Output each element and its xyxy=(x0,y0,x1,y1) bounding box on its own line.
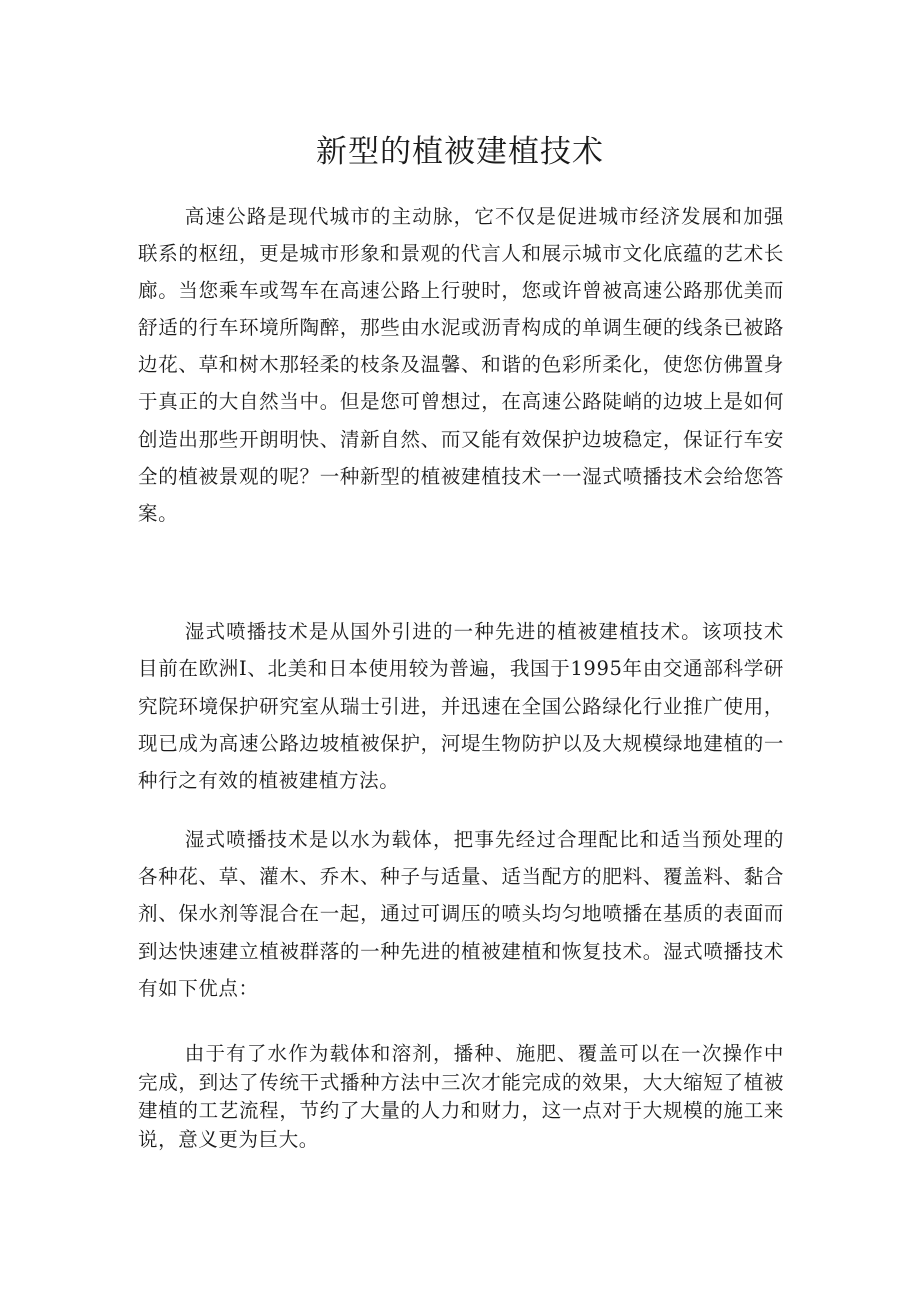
document-title: 新型的植被建植技术 xyxy=(316,134,604,170)
paragraph-intro: 高速公路是现代城市的主动脉，它不仅是促进城市经济发展和加强联系的枢纽，更是城市形象和景观的代言人和展示城市文化底蕴的艺术长廊。当您乘车或驾车在高速公路上行驶时，您或许曾被高速公路那优美而舒适的行车环境所陶醉，那些由水泥或沥青构成的单调生硬的线条已被路边花、草和树木那轻柔的枝条及温馨、和谐的色彩所柔化，使您仿佛置身于真正的大自然当中。但是您可曾想过，在高速公路陡峭的边坡上是如何创造出那些开朗明快、清新自然、而又能有效保护边坡稳定，保证行车安全的植被景观的呢？一种新型的植被建植技术一一湿式喷播技术会给您答案。 xyxy=(138,205,784,525)
paragraph-advantage-one: 由于有了水作为载体和溶剂，播种、施肥、覆盖可以在一次操作中完成，到达了传统干式播种方法中三次才能完成的效果，大大缩短了植被建植的工艺流程，节约了大量的人力和财力，这一点对于大规模的施工来说，意义更为巨大。 xyxy=(138,1042,784,1151)
paragraph-technology-origin: 湿式喷播技术是从国外引进的一种先进的植被建植技术。该项技术目前在欧洲I、北美和日本使用较为普遍，我国于1995年由交通部科学研究院环境保护研究室从瑞士引进，并迅速在全国公路绿化行业推广使用，现已成为高速公路边坡植被保护，河堤生物防护以及大规模绿地建植的一种行之有效的植被建植方法。 xyxy=(138,620,784,793)
paragraph-technology-definition: 湿式喷播技术是以水为载体，把事先经过合理配比和适当预处理的各种花、草、灌木、乔木、种子与适量、适当配方的肥料、覆盖料、黏合剂、保水剂等混合在一起，通过可调压的喷头均匀地喷播在基质的表面而到达快速建立植被群落的一种先进的植被建植和恢复技术。湿式喷播技术有如下优点： xyxy=(138,828,784,1000)
